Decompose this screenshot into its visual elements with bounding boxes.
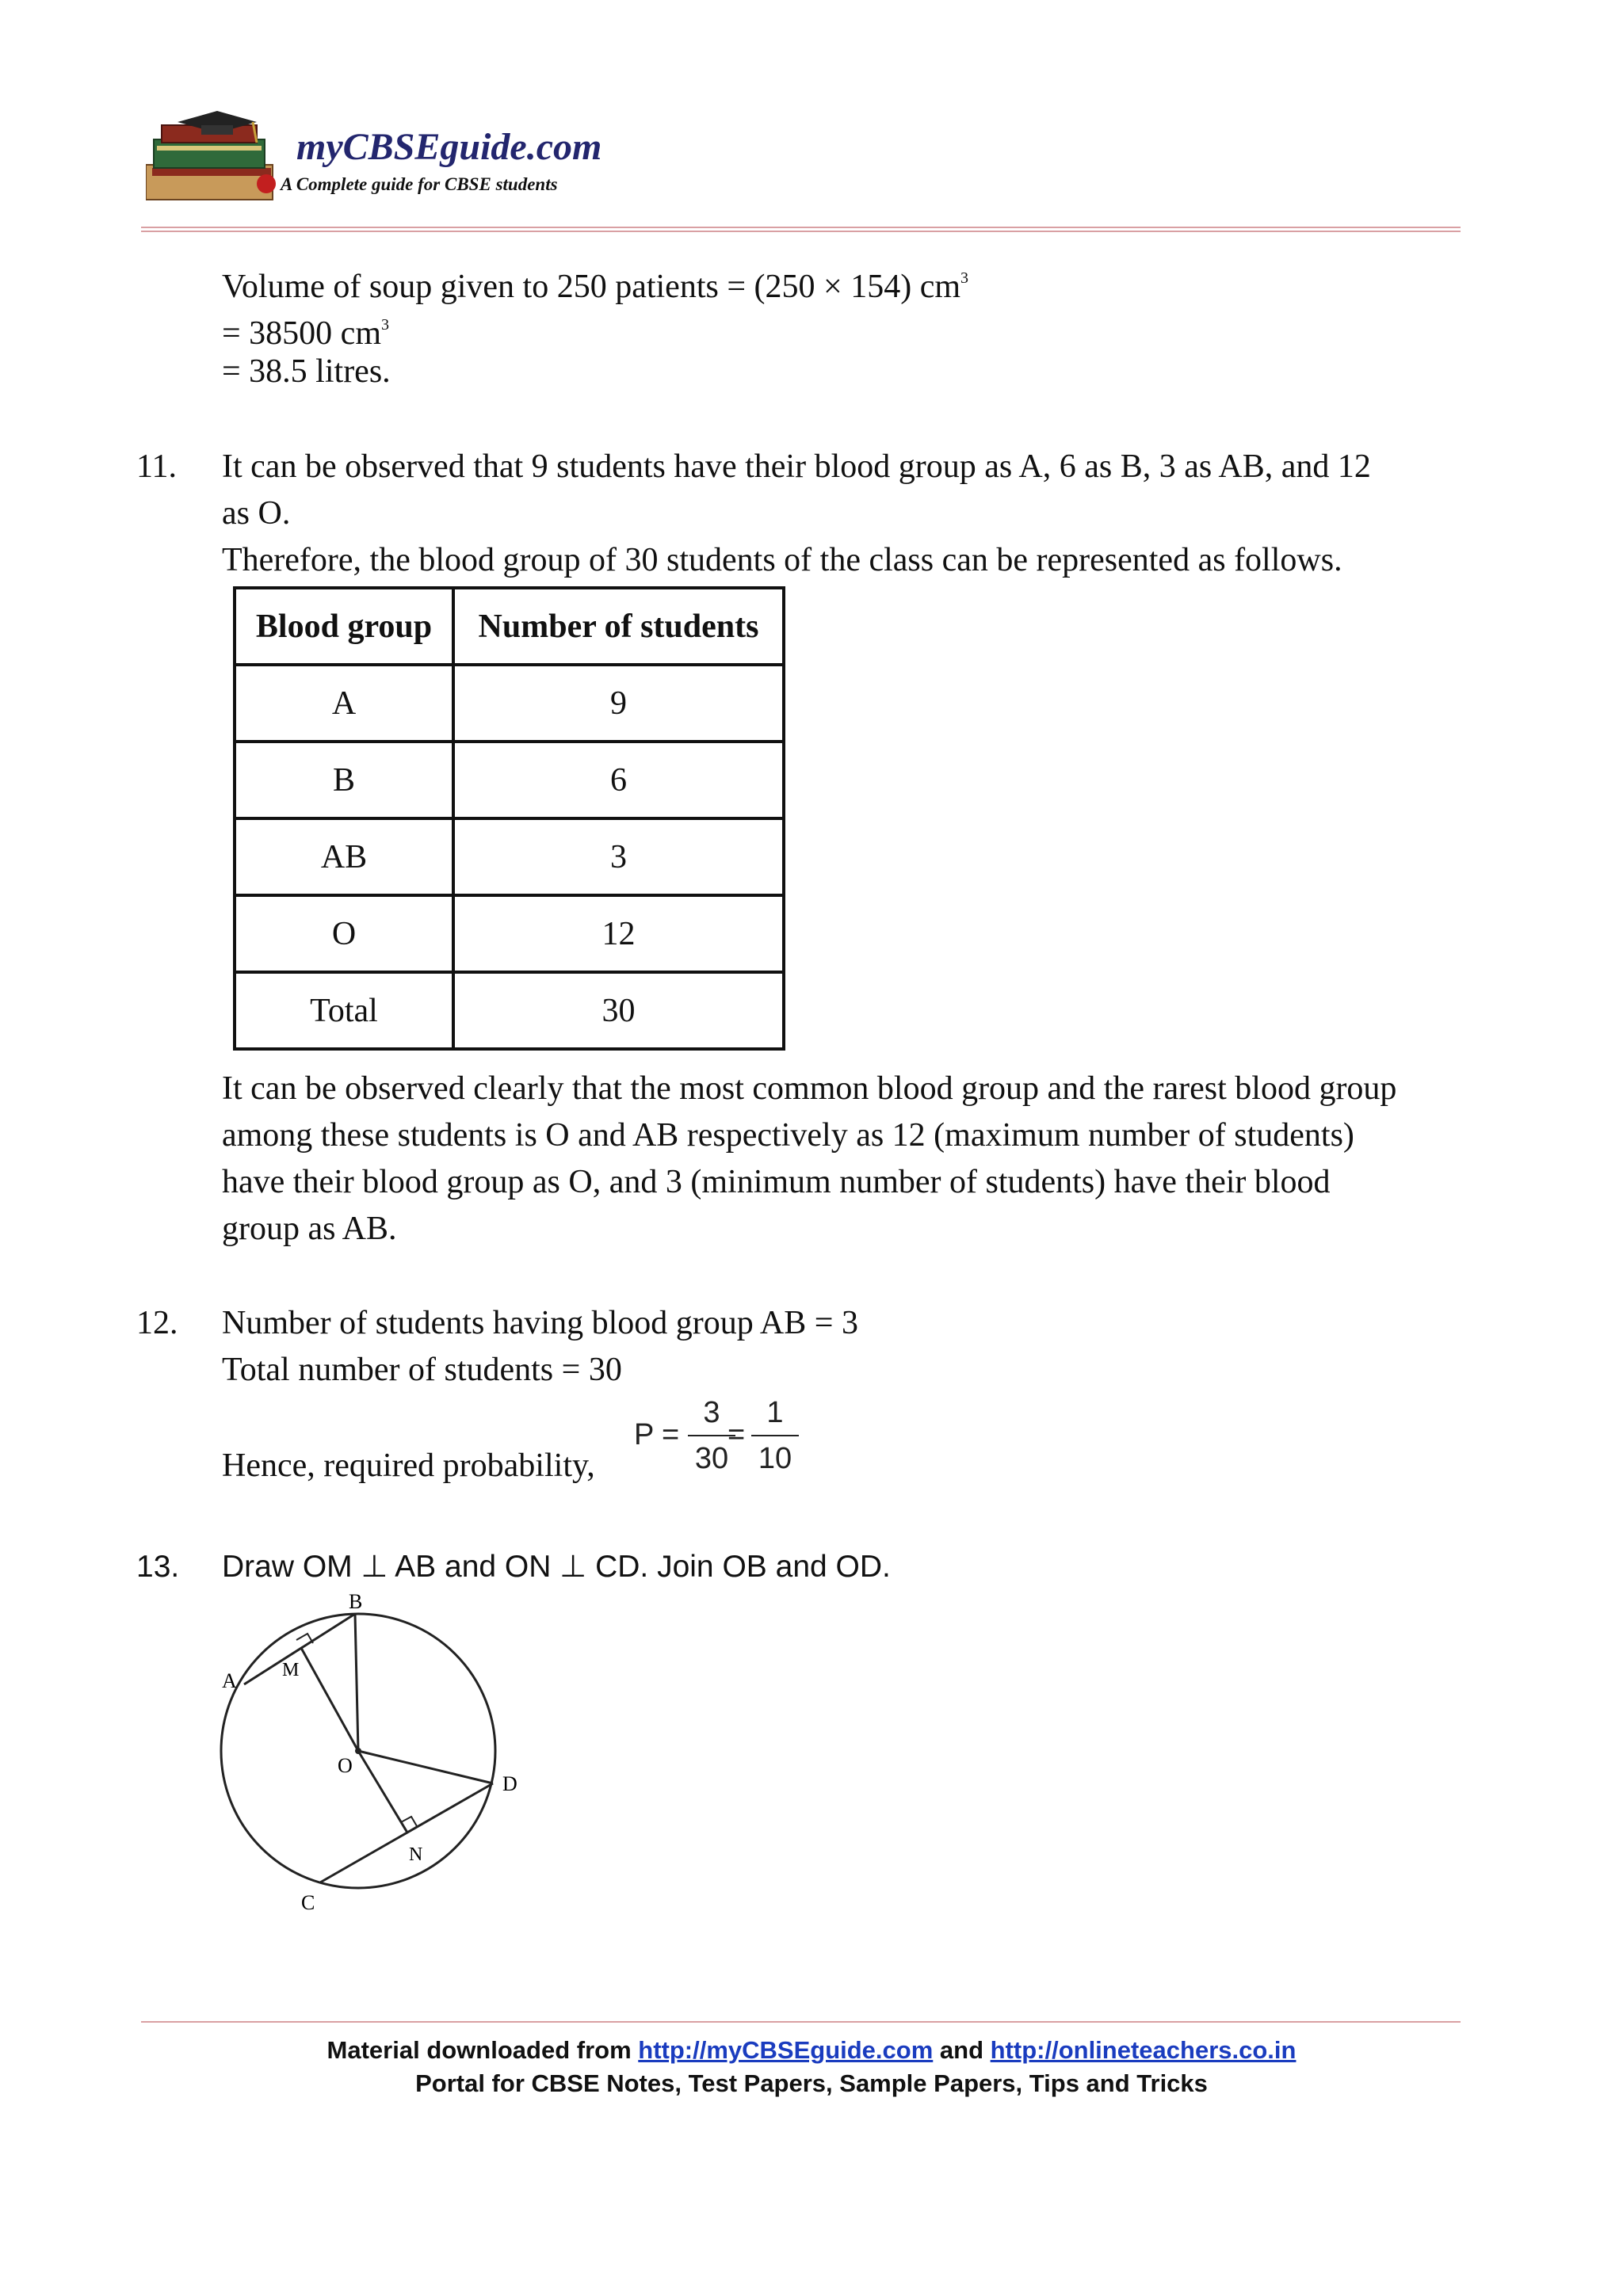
label-a: A (222, 1669, 237, 1692)
label-c: C (301, 1891, 315, 1914)
segment-om (301, 1648, 358, 1751)
footer-line2: Portal for CBSE Notes, Test Papers, Sample Papers, Tips and Tricks (415, 2069, 1208, 2097)
q10-line3: = 38.5 litres. (222, 353, 391, 390)
q10-line2: = 38500 $cm^3$ (222, 315, 389, 352)
site-logo[interactable] (146, 111, 602, 214)
label-d: D (502, 1772, 517, 1795)
table-cell: Total (235, 972, 453, 1049)
table-cell: 3 (453, 818, 784, 895)
footer-mid: and (933, 2036, 991, 2064)
label-o: O (338, 1754, 353, 1777)
footer-divider (141, 2021, 1461, 2023)
q11-para-line: group as AB. (222, 1211, 397, 1247)
q11-para-line: It can be observed clearly that the most common blood group and the rarest blood group (222, 1070, 1397, 1107)
segment-ob (355, 1614, 358, 1751)
fraction-bar (751, 1435, 799, 1436)
q12-line2: Total number of students = 30 (222, 1352, 622, 1388)
table-cell: 12 (453, 895, 784, 972)
segment-on (358, 1751, 407, 1833)
blood-group-table (233, 586, 785, 1051)
table-cell: 30 (453, 972, 784, 1049)
q11-number: 11. (136, 448, 177, 485)
q11-para-line: among these students is O and AB respectively as 12 (maximum number of students) (222, 1117, 1354, 1154)
chord-ab (244, 1614, 355, 1684)
mycbseguide-link[interactable]: http://myCBSEguide.com (638, 2036, 934, 2064)
formula-num2: 1 (766, 1396, 784, 1429)
q13-line1: Draw OM ⊥ AB and ON ⊥ CD. Join OB and OD. (222, 1550, 891, 1584)
table-cell: B (235, 742, 453, 818)
table-header-cell: Number of students (453, 588, 784, 665)
q11-line2: as O. (222, 495, 291, 532)
segment-od (358, 1751, 493, 1783)
footer-line1 (0, 2036, 1623, 2065)
q12-line1: Number of students having blood group AB = 3 (222, 1305, 858, 1341)
table-header-cell: Blood group (235, 588, 453, 665)
formula-equals: = (727, 1418, 746, 1451)
table-cell: 6 (453, 742, 784, 818)
table-row (235, 972, 784, 1049)
logo-title: myCBSEguide.com (296, 126, 602, 168)
formula-den2: 10 (758, 1442, 792, 1475)
table-cell: A (235, 665, 453, 742)
q13-number: 13. (136, 1550, 180, 1584)
formula-num1: 3 (703, 1396, 720, 1429)
q11-line1: It can be observed that 9 students have their blood group as A, 6 as B, 3 as AB, and 12 (222, 448, 1371, 485)
circle-chord-diagram (206, 1592, 555, 1925)
q12-line3: Hence, required probability, (222, 1447, 595, 1484)
table-header-row (235, 588, 784, 665)
q11-line3: Therefore, the blood group of 30 students of the class can be represented as follows. (222, 542, 1342, 578)
q12-number: 12. (136, 1305, 178, 1341)
header-divider (141, 227, 1461, 232)
q10-line1: Volume of soup given to 250 patients = (250 × 154) $cm^3$ (222, 269, 968, 305)
label-n: N (409, 1844, 423, 1865)
table-row (235, 742, 784, 818)
label-m: M (282, 1660, 300, 1680)
footer-prefix: Material downloaded from (327, 2036, 639, 2064)
onlineteachers-link[interactable]: http://onlineteachers.co.in (990, 2036, 1296, 2064)
formula-equals: = (662, 1418, 680, 1451)
formula-p: P (634, 1418, 655, 1451)
q11-para-line: have their blood group as O, and 3 (minimum number of students) have their blood (222, 1164, 1331, 1200)
table-cell: 9 (453, 665, 784, 742)
center-point (355, 1748, 361, 1754)
table-row (235, 665, 784, 742)
formula-den1: 30 (694, 1442, 729, 1475)
table-row (235, 895, 784, 972)
table-cell: AB (235, 818, 453, 895)
table-cell: O (235, 895, 453, 972)
logo-tagline: A Complete guide for CBSE students (281, 174, 558, 194)
table-row (235, 818, 784, 895)
label-b: B (349, 1592, 363, 1613)
